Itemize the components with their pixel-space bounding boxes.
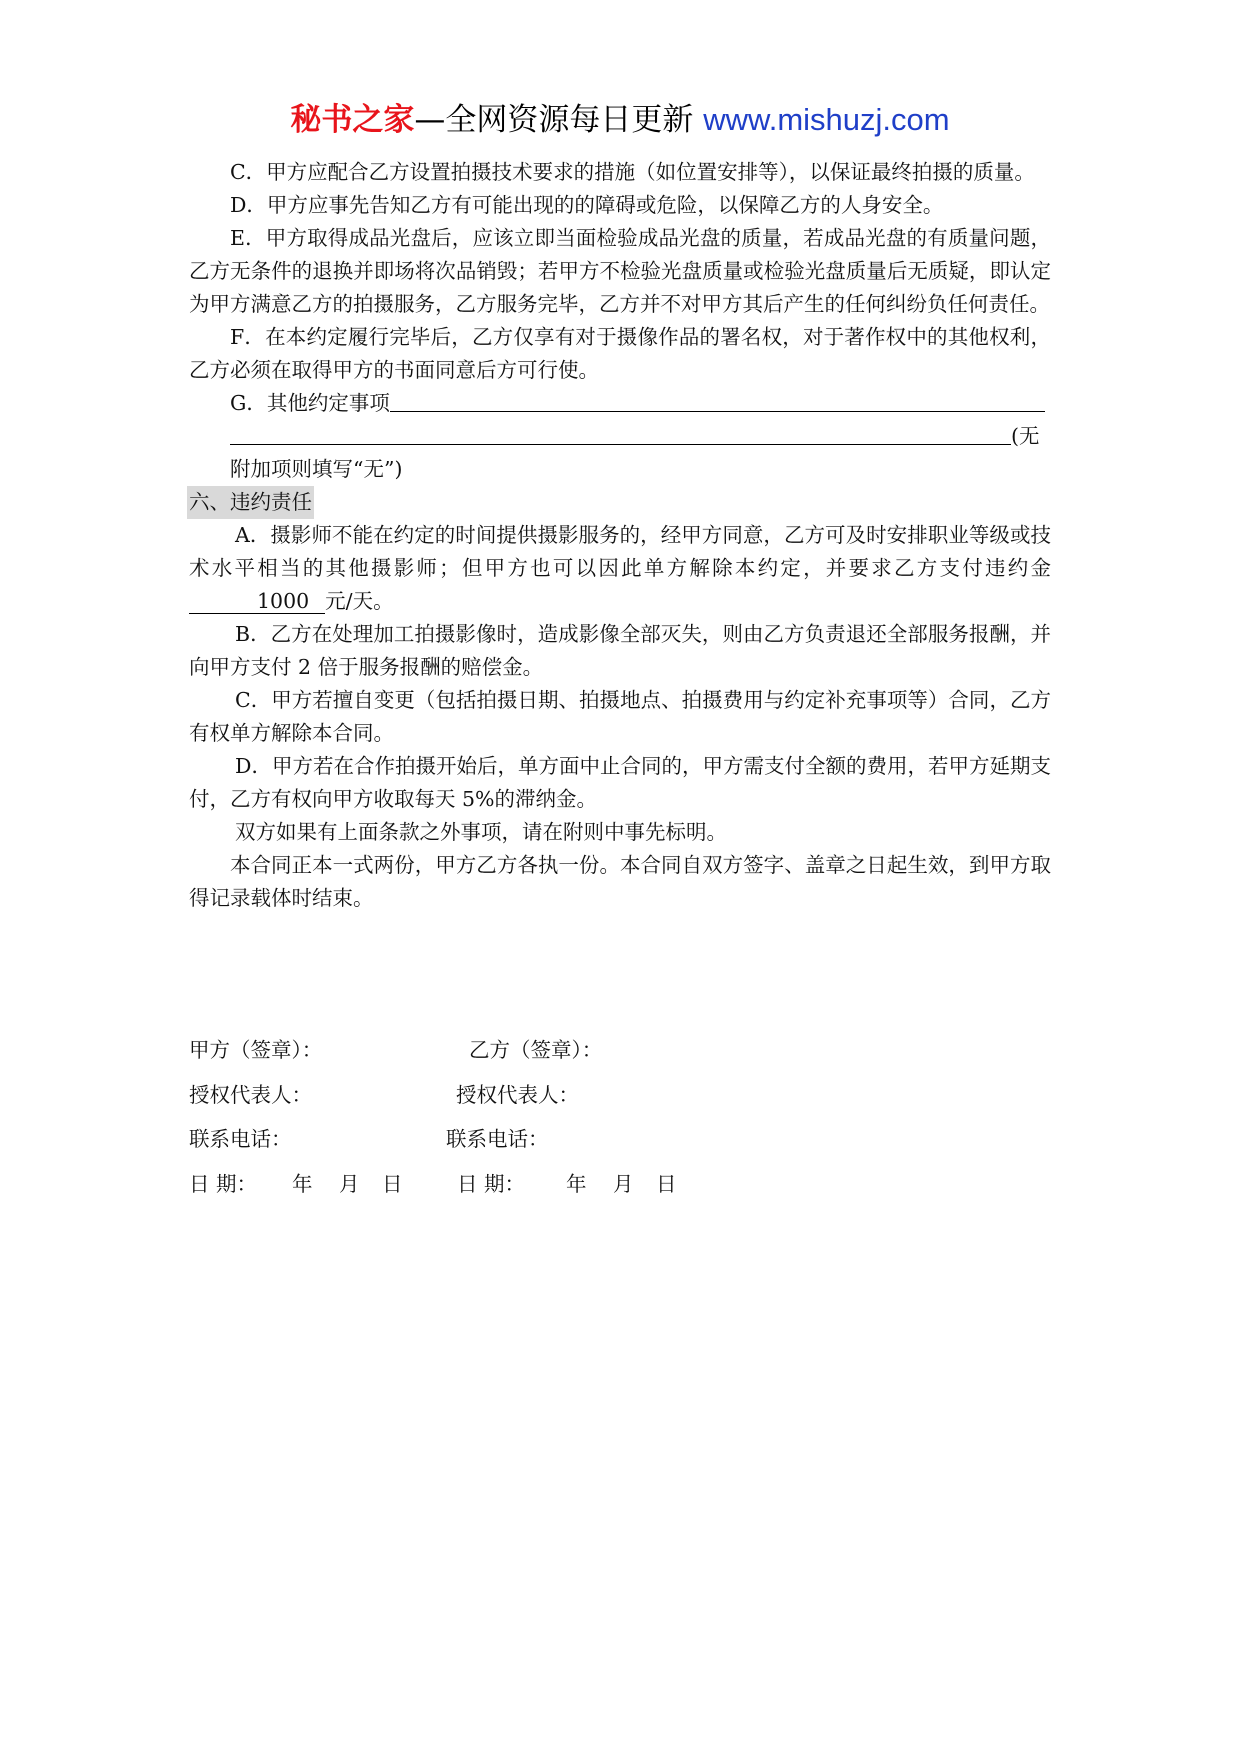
breach-clause-b: B．乙方在处理加工拍摄影像时，造成影像全部灭失，则由乙方负责退还全部服务报酬，并向甲方支付 2 倍于服务报酬的赔偿金。 (189, 622, 1051, 679)
header-url[interactable]: www.mishuzj.com (703, 102, 950, 137)
breach-clause-a (189, 519, 1051, 618)
clause-c: C．甲方应配合乙方设置拍摄技术要求的措施（如位置安排等），以保证最终拍摄的质量。 (230, 160, 1035, 184)
site-header (0, 100, 1240, 140)
clause-g-blank-1 (390, 389, 1045, 412)
party-b-date-day: 日 (656, 1172, 677, 1196)
clause-g-blank-2 (230, 422, 1011, 445)
party-a-date-label: 日 期： (189, 1172, 258, 1196)
section-6-title: 六、违约责任 (187, 486, 314, 519)
party-a-phone: 联系电话： (189, 1127, 292, 1151)
clause-f: F．在本约定履行完毕后，乙方仅享有对于摄像作品的署名权，对于著作权中的其他权利，乙方必须在取得甲方的书面同意后方可行使。 (189, 325, 1051, 382)
breach-clause-c: C．甲方若擅自变更（包括拍摄日期、拍摄地点、拍摄费用与约定补充事项等）合同，乙方有权单方解除本合同。 (189, 688, 1051, 745)
party-a-date-day: 日 (382, 1172, 403, 1196)
party-a-date-year: 年 (292, 1172, 313, 1196)
breach-a-text: A．摄影师不能在约定的时间提供摄影服务的，经甲方同意，乙方可及时安排职业等级或技术水平相当的其他摄影师；但甲方也可以因此单方解除本约定，并要求乙方支付违约金 (189, 523, 1051, 580)
section-6-heading-row (189, 486, 1051, 519)
party-b-seal: 乙方（签章）： (469, 1038, 603, 1062)
extra-matters: 双方如果有上面条款之外事项，请在附则中事先标明。 (235, 820, 727, 844)
breach-clause-d: D．甲方若在合作拍摄开始后，单方面中止合同的，甲方需支付全额的费用，若甲方延期支付，乙方有权向甲方收取每天 5%的滞纳金。 (189, 754, 1051, 811)
party-b-phone: 联系电话： (446, 1127, 549, 1151)
party-b-date-year: 年 (566, 1172, 587, 1196)
clause-g-tail: (无 (1011, 424, 1040, 448)
header-tagline: —全网资源每日更新 (414, 102, 694, 138)
clause-e: E．甲方取得成品光盘后，应该立即当面检验成品光盘的质量，若成品光盘的有质量问题，乙方无条件的退换并即场将次品销毁；若甲方不检验光盘质量或检验光盘质量后无质疑，即认定为甲方满意乙方的拍摄服务，乙方服务完毕，乙方并不对甲方其后产生的任何纠纷负任何责任。 (189, 226, 1051, 316)
clause-g-note: 附加项则填写“无”) (230, 457, 403, 481)
clause-g-label: G．其他约定事项 (230, 391, 390, 415)
party-b-date-label: 日 期： (457, 1172, 526, 1196)
header-brand: 秘书之家 (290, 102, 415, 138)
final-clause: 本合同正本一式两份，甲方乙方各执一份。本合同自双方签字、盖章之日起生效，到甲方取得记录载体时结束。 (189, 853, 1051, 910)
clause-g (189, 387, 1051, 420)
party-b-rep: 授权代表人： (456, 1083, 579, 1107)
party-b-date-month: 月 (613, 1172, 634, 1196)
clause-d: D．甲方应事先告知乙方有可能出现的的障碍或危险，以保障乙方的人身安全。 (230, 193, 944, 217)
clause-g-line-2 (189, 420, 1051, 453)
party-a-date-month: 月 (339, 1172, 360, 1196)
party-a-rep: 授权代表人： (189, 1083, 312, 1107)
breach-a-amount: 1000 (189, 589, 325, 614)
contract-body (189, 156, 1051, 915)
party-a-seal: 甲方（签章）： (189, 1038, 323, 1062)
breach-a-unit: 元/天。 (325, 589, 394, 613)
